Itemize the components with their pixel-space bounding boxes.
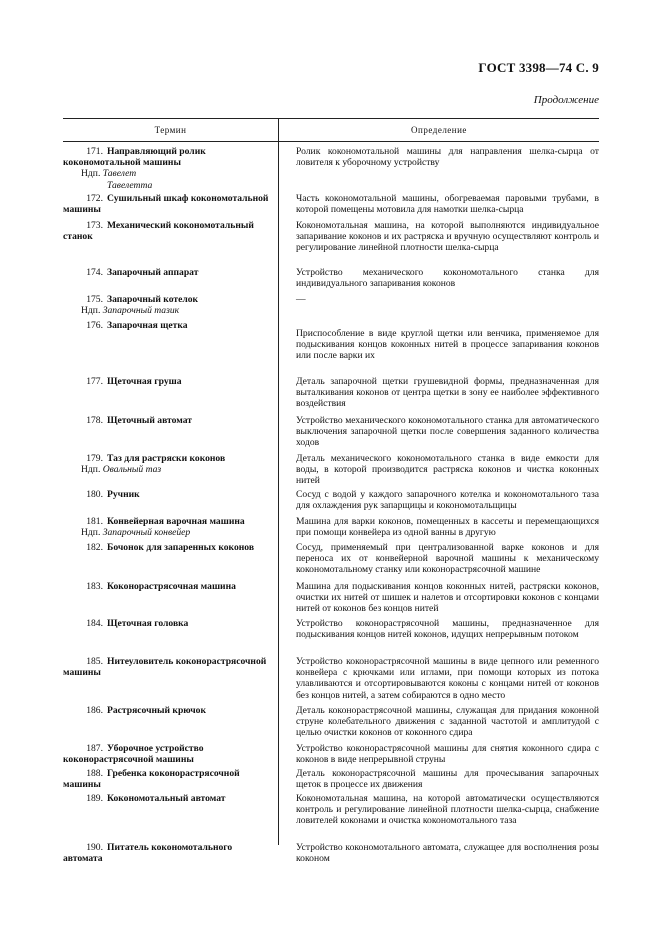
- definition-cell: Деталь запарочной щетки грушевидной формы, предназначенная для выталкивания коконов от центра щетки в зону ее наиболее эффективного воздействия: [296, 376, 599, 410]
- term-cell: 185. Нитеуловитель коконорастрясочной машины: [63, 656, 267, 679]
- term-cell: 188. Гребенка коконорастрясочной машины: [63, 768, 240, 791]
- term-cell: 183. Коконорастрясочная машина: [86, 581, 236, 592]
- definition-cell: Кокономотальная машина, на которой выполняются индивидуальное запаривание коконов и их растряска и вручную осуществляют контроль и регулирование линейной плотности шелка-сырца: [296, 220, 599, 254]
- term-cell: 175. Запарочный котелок Ндп. Запарочный тазик: [81, 294, 199, 317]
- definition-cell: Ролик кокономотальной машины для направления шелка-сырца от ловителя к уборочному устройству: [296, 146, 599, 169]
- definition-cell: Устройство механического кокономотального станка для индивидуального запаривания коконов: [296, 267, 599, 290]
- ndp-label: Ндп.: [81, 464, 101, 476]
- definition-cell: Машина для варки коконов, помещенных в кассеты и перемещающихся при помощи конвейера из одной ванны в другую: [296, 516, 599, 539]
- definition-cell: Часть кокономотальной машины, обогреваемая паровыми трубами, в которой помещены мотовила для намотки шелка-сырца: [296, 193, 599, 216]
- term-cell: 180. Ручник: [86, 489, 140, 500]
- term-cell: 177. Щеточная груша: [86, 376, 182, 387]
- term-text: Бочонок для запаренных коконов: [107, 542, 255, 553]
- ndp-label: Ндп.: [81, 168, 101, 180]
- term-cell: 187. Уборочное устройство коконорастрясочной машины: [63, 743, 204, 766]
- definition-cell: Устройство коконорастрясочной машины для снятия коконного сдира с коконов в виде непрерывной струны: [296, 743, 599, 766]
- column-header-definition: Определение: [278, 119, 599, 141]
- term-cell: 179. Таз для растряски коконов Ндп. Овальный таз: [81, 453, 226, 476]
- term-text: Запарочный котелок: [107, 294, 199, 305]
- ndp-term: Тавелет: [102, 168, 137, 180]
- term-cell: 173. Механический кокономотальный станок: [63, 220, 254, 243]
- column-header-term: Термин: [154, 125, 187, 135]
- term-cell: 186. Растрясочный крючок: [86, 705, 206, 716]
- continuation-label: Продолжение: [533, 94, 599, 106]
- definition-cell: Деталь коконорастрясочной машины для прочесывания запарочных щеток в процессе их движения: [296, 768, 599, 791]
- term-text: Направляющий ролик кокономотальной машины: [63, 146, 206, 169]
- term-text: Коконорастрясочная машина: [107, 581, 236, 592]
- ndp-term: Тавелетта: [107, 179, 153, 191]
- definition-cell: Деталь коконорастрясочной машины, служащая для придания коконной струне колебательного движения с заданной частотой и амплитудой с целью очистки коконов от коконного сдира: [296, 705, 599, 739]
- definition-cell: —: [296, 294, 306, 305]
- term-text: Конвейерная варочная машина: [107, 516, 245, 527]
- term-cell: 182. Бочонок для запаренных коконов: [86, 542, 255, 553]
- definition-cell: Сосуд с водой у каждого запарочного котелка и кокономотального таза для охлаждения рук запарщицы и кокономотальщицы: [296, 489, 599, 512]
- ndp-term: Овальный таз: [102, 464, 162, 476]
- definition-cell: Приспособление в виде круглой щетки или венчика, применяемое для подыскивания концов коконных нитей в процессе запаривания коконов или после варки их: [296, 328, 599, 362]
- term-cell: 184. Щеточная головка: [86, 618, 189, 629]
- term-text: Запарочная щетка: [107, 320, 188, 331]
- term-cell: 171. Направляющий ролик кокономотальной машины Ндп. Тавелет Тавелетта: [63, 146, 273, 191]
- term-text: Таз для растряски коконов: [107, 453, 226, 464]
- term-cell: 189. Кокономотальный автомат: [86, 793, 226, 804]
- ndp-term: Запарочный тазик: [102, 305, 180, 317]
- definition-cell: Устройство механического кокономотального станка для автоматического выключения запарочной щетки после совершения заданного количества ходов: [296, 415, 599, 449]
- term-text: Ручник: [107, 489, 140, 500]
- definition-cell: Деталь механического кокономотального станка в виде емкости для воды, в которой производится растряска коконов и чистка коконных нитей: [296, 453, 599, 487]
- term-cell: 174. Запарочный аппарат: [86, 267, 199, 278]
- definition-cell: Устройство коконорастрясочной машины, предназначенное для подыскивания концов нитей коконов, идущих непрерывным потоком: [296, 618, 599, 641]
- term-text: Щеточный автомат: [107, 415, 192, 426]
- term-text: Щеточная груша: [107, 376, 182, 387]
- term-text: Кокономотальный автомат: [107, 793, 226, 804]
- definition-cell: Сосуд, применяемый при централизованной варке коконов и для переноса их от конвейерной варочной машины к механическому кокономотальному станку или коконорастрясочной машине: [296, 542, 599, 576]
- standard-code: ГОСТ 3398—74 С. 9: [478, 60, 599, 75]
- ndp-label: Ндп.: [81, 305, 101, 317]
- definition-cell: Кокономотальная машина, на которой автоматически осуществляются контроль и регулирование линейной плотности шелка-сырца, снабжение ловителей коконами и очистка кокономотального таза: [296, 793, 599, 827]
- term-text: Нитеуловитель коконорастрясочной машины: [63, 656, 267, 679]
- definition-cell: Устройство коконорастрясочной машины в виде цепного или ременного конвейера с крючками или иглами, при помощи которых из потока улавливаются и отсортировываются коконы с концами нитей от коконов без концов нитей, а затем собираются в одно место: [296, 656, 599, 701]
- ndp-term: Запарочный конвейер: [102, 527, 191, 539]
- term-text: Питатель кокономотального автомата: [63, 842, 233, 865]
- table-header: [63, 119, 599, 142]
- term-cell: 176. Запарочная щетка: [86, 320, 188, 331]
- term-text: Уборочное устройство коконорастрясочной машины: [63, 743, 204, 766]
- term-text: Щеточная головка: [107, 618, 189, 629]
- definition-cell: Устройство кокономотального автомата, служащее для восполнения розы коконом: [296, 842, 599, 865]
- term-text: Сушильный шкаф кокономотальной машины: [63, 193, 269, 216]
- term-text: Растрясочный крючок: [107, 705, 206, 716]
- ndp-label: Ндп.: [81, 527, 101, 539]
- term-cell: 181. Конвейерная варочная машина Ндп. Запарочный конвейер: [81, 516, 245, 539]
- term-text: Запарочный аппарат: [107, 267, 199, 278]
- definition-cell: Машина для подыскивания концов коконных нитей, растряски коконов, очистки их нитей от шишек и налетов и отсортировки коконов с концами нитей от коконов без концов нитей: [296, 581, 599, 615]
- term-cell: 190. Питатель кокономотального автомата: [63, 842, 233, 865]
- term-text: Гребенка коконорастрясочной машины: [63, 768, 240, 791]
- terms-table: [63, 118, 599, 865]
- term-cell: 172. Сушильный шкаф кокономотальной машины: [63, 193, 269, 216]
- term-text: Механический кокономотальный станок: [63, 220, 254, 243]
- term-cell: 178. Щеточный автомат: [86, 415, 192, 426]
